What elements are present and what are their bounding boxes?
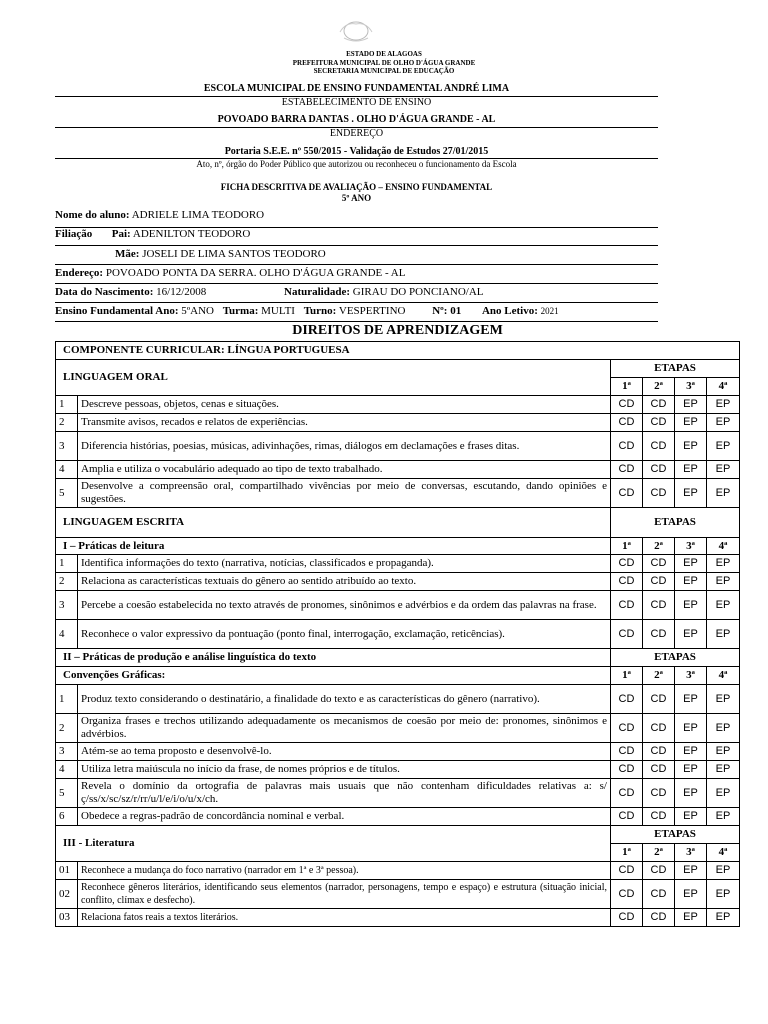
row-description: Revela o domínio da ortografia de palavras mais usuais que não contenham dificuldades relativas a: s/ç/ss/x/sc/sz/r/rr/u/l/e/i/o/u/x/ch. bbox=[78, 779, 611, 808]
birth-date: 16/12/2008 bbox=[156, 286, 207, 298]
etapa-1-status: CD bbox=[611, 414, 643, 432]
etapa-3-status: EP bbox=[675, 862, 707, 880]
address-label: ENDEREÇO bbox=[329, 128, 384, 139]
etapa-4-status: EP bbox=[707, 620, 740, 649]
portaria: Portaria S.E.E. nº 550/2015 - Validação de Estudos 27/01/2015 bbox=[224, 146, 489, 157]
header-secretaria: SECRETARIA MUNICIPAL DE EDUCAÇÃO bbox=[313, 67, 455, 75]
class-line bbox=[55, 305, 559, 317]
etapa-4-status: EP bbox=[707, 555, 740, 573]
etapa-4-status: EP bbox=[707, 479, 740, 508]
row-number: 3 bbox=[56, 743, 78, 761]
etapa-4-status: EP bbox=[707, 880, 740, 909]
row-number: 1 bbox=[56, 685, 78, 714]
etapas-label: ETAPAS bbox=[611, 508, 740, 538]
row-number: 2 bbox=[56, 414, 78, 432]
etapa-3-status: EP bbox=[675, 432, 707, 461]
school-name: ESCOLA MUNICIPAL DE ENSINO FUNDAMENTAL ANDRÉ LIMA bbox=[203, 83, 510, 94]
turno: VESPERTINO bbox=[338, 305, 406, 317]
section-header-row bbox=[56, 508, 740, 538]
row-number: 5 bbox=[56, 479, 78, 508]
etapa-3-status: EP bbox=[675, 396, 707, 414]
ato-label: Ato, nº, órgão do Poder Público que autorizou ou reconheceu o funcionamento da Escola bbox=[196, 159, 517, 169]
etapa-2-status: CD bbox=[643, 779, 675, 808]
etapa-3-status: EP bbox=[675, 479, 707, 508]
etapas-label: ETAPAS bbox=[611, 360, 740, 378]
etapa-2-status: CD bbox=[643, 761, 675, 779]
etapa-2-status: CD bbox=[643, 808, 675, 826]
etapa-2-status: CD bbox=[643, 880, 675, 909]
father-name: ADENILTON TEODORO bbox=[132, 228, 251, 240]
table-row bbox=[56, 808, 740, 826]
etapa-2-status: CD bbox=[643, 479, 675, 508]
row-number: 2 bbox=[56, 714, 78, 743]
mother-label: Mãe: bbox=[115, 248, 140, 260]
etapa-1-status: CD bbox=[611, 862, 643, 880]
etapa-2-status: CD bbox=[643, 862, 675, 880]
etapa-1-status: CD bbox=[611, 591, 643, 620]
direitos-title: DIREITOS DE APRENDIZAGEM bbox=[292, 323, 503, 338]
row-description: Transmite avisos, recados e relatos de experiências. bbox=[78, 414, 611, 432]
etapa-1-status: CD bbox=[611, 909, 643, 927]
etapa-3-status: EP bbox=[675, 591, 707, 620]
etapa-4-status: EP bbox=[707, 909, 740, 927]
table-row bbox=[56, 414, 740, 432]
table-row bbox=[56, 779, 740, 808]
form-title: FICHA DESCRITIVA DE AVALIAÇÃO – ENSINO FUNDAMENTAL bbox=[220, 182, 493, 192]
table-row bbox=[56, 573, 740, 591]
etapa-1-status: CD bbox=[611, 432, 643, 461]
etapa-3-status: EP bbox=[675, 909, 707, 927]
row-number: 1 bbox=[56, 555, 78, 573]
establishment-label: ESTABELECIMENTO DE ENSINO bbox=[281, 97, 432, 108]
etapas-label: ETAPAS bbox=[611, 826, 740, 844]
etapa-1: 1ª bbox=[611, 844, 643, 862]
etapa-3-status: EP bbox=[675, 555, 707, 573]
assessment-table bbox=[55, 341, 740, 927]
etapa-4: 4ª bbox=[707, 667, 740, 685]
etapa-3: 3ª bbox=[675, 538, 707, 555]
row-number: 02 bbox=[56, 880, 78, 909]
etapa-1-status: CD bbox=[611, 461, 643, 479]
etapa-2-status: CD bbox=[643, 461, 675, 479]
table-row bbox=[56, 714, 740, 743]
etapa-3-status: EP bbox=[675, 880, 707, 909]
etapas-label: ETAPAS bbox=[611, 649, 740, 667]
etapa-2-status: CD bbox=[643, 555, 675, 573]
etapa-2-status: CD bbox=[643, 414, 675, 432]
row-description: Reconhece gêneros literários, identificando seus elementos (narrador, personagens, tempo e espaço) e estrutura (situação inicial, conflito, clímax e desfecho). bbox=[78, 880, 611, 909]
etapa-2-status: CD bbox=[643, 396, 675, 414]
etapa-2-status: CD bbox=[643, 685, 675, 714]
row-description: Reconhece o valor expressivo da pontuação (ponto final, interrogação, exclamação, reticências). bbox=[78, 620, 611, 649]
etapa-4-status: EP bbox=[707, 714, 740, 743]
row-description: Atém-se ao tema proposto e desenvolvê-lo. bbox=[78, 743, 611, 761]
table-row bbox=[56, 685, 740, 714]
table-row bbox=[56, 555, 740, 573]
row-description: Relaciona as características textuais do gênero ao sentido atribuído ao texto. bbox=[78, 573, 611, 591]
componente-title: COMPONENTE CURRICULAR: LÍNGUA PORTUGUESA bbox=[56, 342, 740, 360]
etapa-1-status: CD bbox=[611, 714, 643, 743]
table-row bbox=[56, 591, 740, 620]
etapa-1-status: CD bbox=[611, 555, 643, 573]
etapa-1-status: CD bbox=[611, 779, 643, 808]
etapa-3-status: EP bbox=[675, 573, 707, 591]
etapa-3-status: EP bbox=[675, 808, 707, 826]
table-row bbox=[56, 880, 740, 909]
header-prefeitura: PREFEITURA MUNICIPAL DE OLHO D'ÁGUA GRANDE bbox=[292, 59, 476, 67]
etapa-3: 3ª bbox=[675, 667, 707, 685]
section-title: LINGUAGEM ESCRITA bbox=[56, 508, 611, 538]
etapa-3-status: EP bbox=[675, 620, 707, 649]
table-row bbox=[56, 620, 740, 649]
etapa-1-status: CD bbox=[611, 479, 643, 508]
row-description: Diferencia histórias, poesias, músicas, adivinhações, rimas, diálogos em declamações e frases ditas. bbox=[78, 432, 611, 461]
section-header-row bbox=[56, 649, 740, 667]
etapa-4-status: EP bbox=[707, 573, 740, 591]
row-description: Identifica informações do texto (narrativa, notícias, classificados e propaganda). bbox=[78, 555, 611, 573]
turma: MULTI bbox=[261, 305, 295, 317]
row-number: 4 bbox=[56, 761, 78, 779]
naturalidade-line bbox=[284, 286, 484, 298]
etapa-4-status: EP bbox=[707, 414, 740, 432]
etapas-row bbox=[56, 538, 740, 555]
etapa-2-status: CD bbox=[643, 909, 675, 927]
school-address: POVOADO BARRA DANTAS . OLHO D'ÁGUA GRANDE - AL bbox=[217, 114, 496, 125]
row-number: 3 bbox=[56, 432, 78, 461]
etapa-1-status: CD bbox=[611, 620, 643, 649]
student-name: ADRIELE LIMA TEODORO bbox=[131, 209, 265, 221]
student-address: POVOADO PONTA DA SERRA. OLHO D'ÁGUA GRANDE - AL bbox=[105, 267, 406, 279]
etapa-3: 3ª bbox=[675, 844, 707, 862]
row-description: Percebe a coesão estabelecida no texto através de pronomes, sinônimos e advérbios e da ordem das palavras na frase. bbox=[78, 591, 611, 620]
ano-letivo-label: Ano Letivo: bbox=[481, 305, 538, 317]
address-line bbox=[55, 267, 405, 279]
etapa-3-status: EP bbox=[675, 743, 707, 761]
row-number: 4 bbox=[56, 620, 78, 649]
etapa-2: 2ª bbox=[643, 378, 675, 396]
father-label: Pai: bbox=[111, 228, 131, 240]
table-row bbox=[56, 479, 740, 508]
turno-label: Turno: bbox=[303, 305, 337, 317]
etapa-3: 3ª bbox=[675, 378, 707, 396]
table-row bbox=[56, 743, 740, 761]
etapa-2-status: CD bbox=[643, 432, 675, 461]
row-description: Obedece a regras-padrão de concordância nominal e verbal. bbox=[78, 808, 611, 826]
etapa-2: 2ª bbox=[643, 667, 675, 685]
etapa-1-status: CD bbox=[611, 743, 643, 761]
section-title: LINGUAGEM ORAL bbox=[56, 360, 611, 396]
etapa-3-status: EP bbox=[675, 685, 707, 714]
assessment-table-body bbox=[56, 342, 740, 927]
etapa-4-status: EP bbox=[707, 685, 740, 714]
subsection-title: Convenções Gráficas: bbox=[56, 667, 611, 685]
row-number: 3 bbox=[56, 591, 78, 620]
table-row bbox=[56, 909, 740, 927]
row-description: Produz texto considerando o destinatário, a finalidade do texto e as características do gênero (narrativo). bbox=[78, 685, 611, 714]
etapa-1-status: CD bbox=[611, 396, 643, 414]
etapa-4-status: EP bbox=[707, 808, 740, 826]
mother-line bbox=[115, 248, 326, 260]
etapa-2-status: CD bbox=[643, 573, 675, 591]
student-name-line bbox=[55, 209, 264, 221]
row-number: 6 bbox=[56, 808, 78, 826]
naturalidade: GIRAU DO PONCIANO/AL bbox=[352, 286, 484, 298]
etapa-1: 1ª bbox=[611, 538, 643, 555]
row-number: 01 bbox=[56, 862, 78, 880]
table-row bbox=[56, 461, 740, 479]
section-title: III - Literatura bbox=[56, 826, 611, 862]
etapa-2-status: CD bbox=[643, 714, 675, 743]
etapa-1-status: CD bbox=[611, 880, 643, 909]
student-name-label: Nome do aluno: bbox=[55, 209, 130, 221]
etapa-4-status: EP bbox=[707, 862, 740, 880]
etapa-2-status: CD bbox=[643, 620, 675, 649]
etapa-2: 2ª bbox=[643, 844, 675, 862]
numero-label: Nº: 01 bbox=[432, 305, 462, 317]
etapa-2: 2ª bbox=[643, 538, 675, 555]
etapa-4-status: EP bbox=[707, 461, 740, 479]
etapa-1-status: CD bbox=[611, 808, 643, 826]
section-title: II – Práticas de produção e análise linguística do texto bbox=[56, 649, 611, 667]
etapa-4-status: EP bbox=[707, 432, 740, 461]
ensino: 5ºANO bbox=[181, 305, 214, 317]
row-number: 1 bbox=[56, 396, 78, 414]
etapa-4-status: EP bbox=[707, 779, 740, 808]
ano-letivo: 2021 bbox=[540, 306, 559, 316]
table-row bbox=[56, 862, 740, 880]
etapa-4-status: EP bbox=[707, 761, 740, 779]
etapa-4-status: EP bbox=[707, 396, 740, 414]
student-address-label: Endereço: bbox=[55, 267, 104, 279]
row-description: Descreve pessoas, objetos, cenas e situações. bbox=[78, 396, 611, 414]
table-row bbox=[56, 761, 740, 779]
subsection-title: I – Práticas de leitura bbox=[56, 538, 611, 555]
etapa-3-status: EP bbox=[675, 714, 707, 743]
etapa-1: 1ª bbox=[611, 667, 643, 685]
etapas-row bbox=[56, 667, 740, 685]
coat-of-arms-icon bbox=[336, 18, 376, 44]
etapa-3-status: EP bbox=[675, 761, 707, 779]
etapa-3-status: EP bbox=[675, 461, 707, 479]
mother-name: JOSELI DE LIMA SANTOS TEODORO bbox=[142, 248, 326, 260]
naturalidade-label: Naturalidade: bbox=[284, 286, 350, 298]
table-row bbox=[56, 432, 740, 461]
etapa-1-status: CD bbox=[611, 573, 643, 591]
filiacao-line bbox=[55, 228, 250, 240]
row-number: 03 bbox=[56, 909, 78, 927]
birth-label: Data do Nascimento: bbox=[55, 286, 154, 298]
row-description: Organiza frases e trechos utilizando adequadamente os mecanismos de coesão por meio de: pronomes, sinônimos e advérbios. bbox=[78, 714, 611, 743]
filiacao-label: Filiação bbox=[55, 228, 93, 240]
row-description: Reconhece a mudança do foco narrativo (narrador em 1ª e 3ª pessoa). bbox=[78, 862, 611, 880]
etapa-4: 4ª bbox=[707, 844, 740, 862]
ensino-label: Ensino Fundamental Ano: bbox=[55, 305, 179, 317]
birth-line bbox=[55, 286, 206, 298]
etapa-2-status: CD bbox=[643, 591, 675, 620]
row-description: Relaciona fatos reais a textos literários. bbox=[78, 909, 611, 927]
etapa-1-status: CD bbox=[611, 685, 643, 714]
row-number: 4 bbox=[56, 461, 78, 479]
etapa-3-status: EP bbox=[675, 414, 707, 432]
etapa-4: 4ª bbox=[707, 538, 740, 555]
etapa-4-status: EP bbox=[707, 743, 740, 761]
etapa-2-status: CD bbox=[643, 743, 675, 761]
section-header-row bbox=[56, 826, 740, 844]
etapa-4-status: EP bbox=[707, 591, 740, 620]
row-number: 2 bbox=[56, 573, 78, 591]
section-header-row bbox=[56, 360, 740, 378]
table-row bbox=[56, 396, 740, 414]
row-number: 5 bbox=[56, 779, 78, 808]
form-year-title: 5º ANO bbox=[341, 193, 372, 203]
row-description: Amplia e utiliza o vocabulário adequado ao tipo de texto trabalhado. bbox=[78, 461, 611, 479]
turma-label: Turma: bbox=[222, 305, 259, 317]
etapa-3-status: EP bbox=[675, 779, 707, 808]
etapa-1-status: CD bbox=[611, 761, 643, 779]
etapa-4: 4ª bbox=[707, 378, 740, 396]
row-description: Utiliza letra maiúscula no início da frase, de nomes próprios e de títulos. bbox=[78, 761, 611, 779]
etapa-1: 1ª bbox=[611, 378, 643, 396]
row-description: Desenvolve a compreensão oral, compartilhado vivências por meio de conversas, escutando, dando opiniões e sugestões. bbox=[78, 479, 611, 508]
header-estado: ESTADO DE ALAGOAS bbox=[346, 50, 422, 58]
